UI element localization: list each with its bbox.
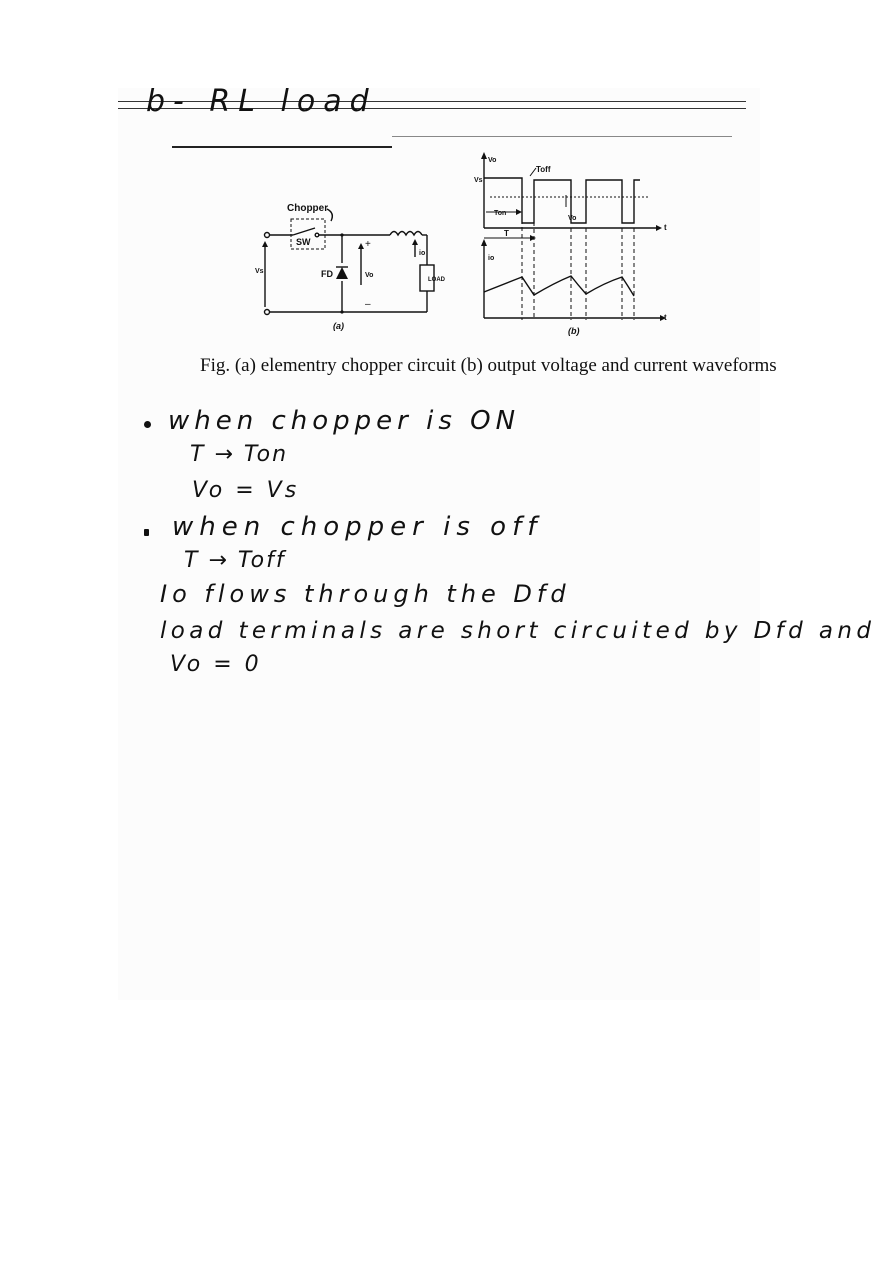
switch-label: SW bbox=[296, 237, 311, 247]
waveform-diagram bbox=[470, 150, 675, 340]
chopper-circuit-diagram bbox=[255, 195, 455, 340]
source-level-label: Vs bbox=[474, 177, 483, 184]
on-state-heading: when chopper is ON bbox=[168, 406, 521, 436]
on-state-base: T bbox=[190, 442, 206, 467]
ton-label: Ton bbox=[494, 210, 507, 217]
current-time-label: t bbox=[664, 313, 667, 322]
sub-rule bbox=[172, 146, 392, 148]
output-voltage-label: Vo bbox=[365, 272, 374, 279]
voltage-time-label: t bbox=[664, 223, 667, 232]
on-state-transition bbox=[190, 442, 288, 467]
period-label: T bbox=[504, 229, 509, 238]
faint-rule bbox=[392, 136, 732, 137]
off-state-heading: when chopper is off bbox=[172, 512, 543, 542]
chopper-label: Chopper bbox=[287, 203, 329, 214]
diode-symbol bbox=[336, 267, 348, 279]
minus-sign: – bbox=[365, 299, 371, 310]
panel-b-label: (b) bbox=[568, 326, 580, 336]
bullet-on bbox=[144, 421, 151, 428]
off-state-current-path: Io flows through the Dfd bbox=[160, 580, 571, 608]
off-state-arrow: → bbox=[208, 548, 229, 573]
off-state-short-circuit: load terminals are short circuited by Dfd and bbox=[160, 618, 876, 644]
page-heading: b- RL load bbox=[146, 84, 377, 119]
caption-prefix: Fig. bbox=[200, 355, 235, 376]
current-label: io bbox=[419, 250, 426, 257]
diode-label: FD bbox=[321, 269, 333, 279]
top-terminal bbox=[265, 233, 270, 238]
bullet-off bbox=[144, 529, 149, 536]
toff-label: Toff bbox=[536, 165, 551, 174]
on-state-equation: Vo = Vs bbox=[192, 478, 300, 503]
bottom-terminal bbox=[265, 310, 270, 315]
off-state-transition bbox=[184, 548, 286, 573]
voltage-waveform bbox=[484, 178, 640, 223]
off-state-target: Toff bbox=[237, 548, 286, 573]
load-label: LOAD bbox=[428, 277, 445, 283]
source-label: Vs bbox=[255, 268, 264, 275]
inductor bbox=[390, 232, 422, 236]
off-state-output: Vo = 0 bbox=[170, 652, 262, 677]
figure-caption bbox=[200, 355, 777, 377]
current-waveform bbox=[484, 276, 634, 296]
switch-blade bbox=[293, 228, 315, 235]
on-state-arrow: → bbox=[214, 442, 235, 467]
off-state-base: T bbox=[184, 548, 200, 573]
panel-a-label: (a) bbox=[333, 321, 344, 331]
plus-sign: + bbox=[365, 239, 371, 250]
current-axis-label: io bbox=[488, 255, 495, 262]
voltage-axis-label: Vo bbox=[488, 157, 497, 164]
on-state-target: Ton bbox=[243, 442, 289, 467]
caption-text: (a) elementry chopper circuit (b) output voltage and current waveforms bbox=[234, 355, 777, 376]
average-voltage-label: Vo bbox=[568, 215, 577, 222]
